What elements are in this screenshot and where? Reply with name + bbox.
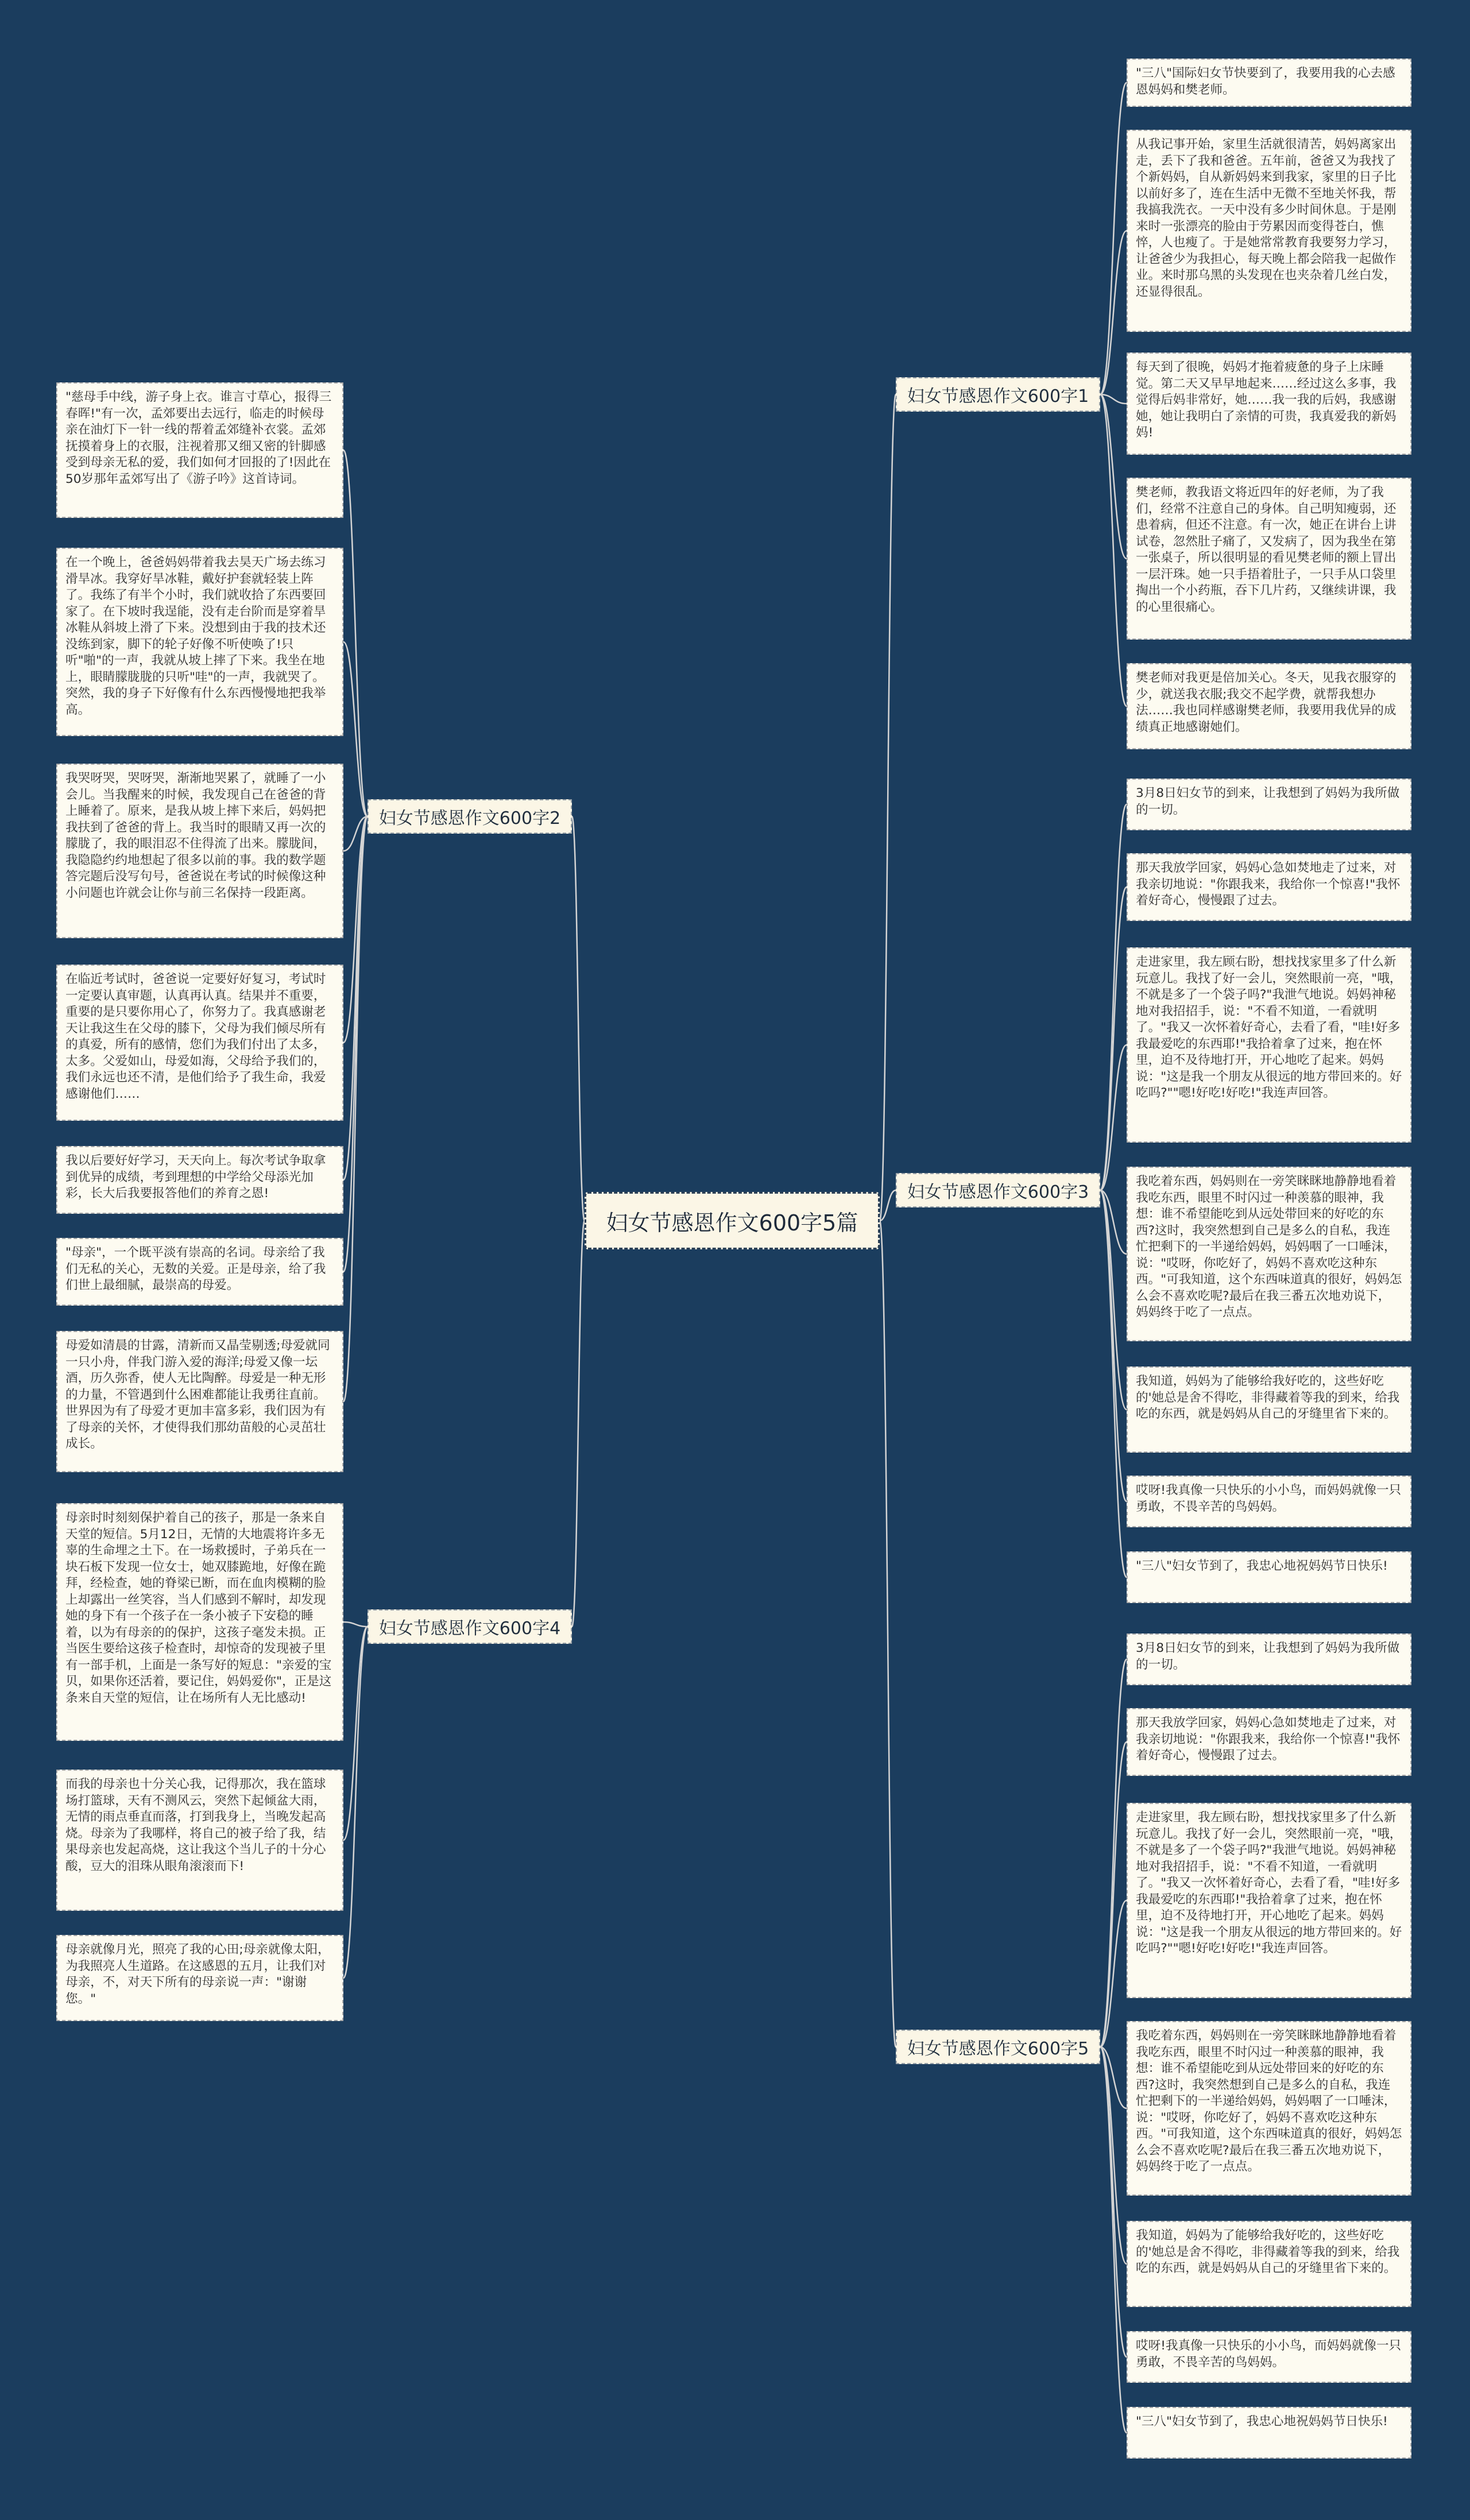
b1-leaf-2-line <box>1100 231 1127 394</box>
b4-leaf-3-line <box>343 1627 368 1978</box>
leaf-b5-3: 走进家里，我左顾右盼，想找找家里多了什么新玩意儿。我找了好一会儿，突然眼前一亮，"哦，不就是多了一个袋子吗?"我泄气地说。妈妈神秘地对我招招手，说："不看不知道，一看就明了。"我又一次怀着好奇心，去看了看，"哇!好多我最爱吃的东西耶!"我拾着拿了过来，抱在怀里，迫不及待地打开，开心地吃了起来。妈妈说："这是我一个朋友从很远的地方带回来的。好吃吗?""嗯!好吃!好吃!"我连声回答。 <box>1127 1803 1411 1998</box>
leaf-b1-2: 从我记事开始，家里生活就很清苦，妈妈离家出走，丢下了我和爸爸。五年前，爸爸又为我找了个新妈妈，自从新妈妈来到我家，家里的日子比以前好多了，连在生活中无微不至地关怀我，帮我搞我洗衣。一天中没有多少时间休息。于是刚来时一张漂亮的脸由于劳累因而变得苍白，憔悴，人也瘦了。于是她常常教育我要努力学习，让爸爸少为我担心，每天晚上都会陪我一起做作业。来时那乌黑的头发现在也夹杂着几丝白发，还显得很乱。 <box>1127 130 1411 332</box>
b3-leaf-6-line <box>1100 1190 1127 1501</box>
b2-leaf-2-line <box>343 642 368 816</box>
root-to-b2-line <box>572 816 585 1221</box>
leaf-b3-1: 3月8日妇女节的到来，让我想到了妈妈为我所做的一切。 <box>1127 779 1411 830</box>
leaf-b2-7: 母爱如清晨的甘露，清新而又晶莹剔透;母爱就同一只小舟，伴我门游入爱的海洋;母爱又像一坛酒，历久弥香，使人无比陶醉。母爱是一种无形的力量，不管遇到什么困难都能让我勇往直前。世界因为有了母爱才更加丰富多彩，我们因为有了母亲的关怀，才使得我们那幼苗般的心灵茁壮成长。 <box>56 1331 343 1472</box>
b3-leaf-3-line <box>1100 1045 1127 1190</box>
root-to-b4-line <box>572 1221 585 1627</box>
leaf-b1-4: 樊老师，教我语文将近四年的好老师，为了我们，经常不注意自己的身体。自己明知瘦弱，还患着病，但还不注意。有一次，她正在讲台上讲试卷，忽然肚子痛了，又发病了，因为我坐在第一张桌子，所以很明显的看见樊老师的额上冒出一层汗珠。她一只手捂着肚子，一只手从口袋里掏出一个小药瓶，吞下几片药，又继续讲课，我的心里很痛心。 <box>1127 478 1411 640</box>
b3-leaf-1-line <box>1100 804 1127 1190</box>
branch-node-5[interactable]: 妇女节感恩作文600字5 <box>896 2030 1100 2064</box>
b4-leaf-1-line <box>343 1622 368 1627</box>
leaf-b2-5: 我以后要好好学习，天天向上。每次考试争取拿到优异的成绩，考到理想的中学给父母添光加彩，长大后我要报答他们的养育之恩! <box>56 1146 343 1214</box>
leaf-b3-5: 我知道，妈妈为了能够给我好吃的，这些好吃的'她总是舍不得吃，非得藏着等我的到来，给我吃的东西，就是妈妈从自己的牙缝里省下来的。 <box>1127 1367 1411 1453</box>
leaf-b5-7: "三八"妇女节到了，我忠心地祝妈妈节日快乐! <box>1127 2407 1411 2459</box>
leaf-b3-7: "三八"妇女节到了，我忠心地祝妈妈节日快乐! <box>1127 1551 1411 1603</box>
branch-node-1[interactable]: 妇女节感恩作文600字1 <box>896 377 1100 412</box>
leaf-b2-3: 我哭呀哭，哭呀哭，渐渐地哭累了，就睡了一小会儿。当我醒来的时候，我发现自己在爸爸的背上睡着了。原来，是我从坡上摔下来后，妈妈把我扶到了爸爸的背上。我当时的眼睛又再一次的朦胧了，我的眼泪忍不住得流了出来。朦胧间，我隐隐约约地想起了很多以前的事。我的数学题答完题后没写句号，爸爸说在考试的时候像这种小问题也许就会让你与前三名保持一段距离。 <box>56 764 343 938</box>
b5-leaf-7-line <box>1100 2047 1127 2433</box>
branch-node-2[interactable]: 妇女节感恩作文600字2 <box>368 799 572 834</box>
b3-leaf-7-line <box>1100 1190 1127 1577</box>
leaf-b5-2: 那天我放学回家，妈妈心急如焚地走了过来，对我亲切地说："你跟我来，我给你一个惊喜!"我怀着好奇心，慢慢跟了过去。 <box>1127 1708 1411 1776</box>
leaf-b5-6: 哎呀!我真像一只快乐的小小鸟，而妈妈就像一只勇敢，不畏辛苦的鸟妈妈。 <box>1127 2331 1411 2383</box>
b5-leaf-6-line <box>1100 2047 1127 2357</box>
leaf-b1-5: 樊老师对我更是倍加关心。冬天，见我衣服穿的少，就送我衣服;我交不起学费，就帮我想办法……我也同样感谢樊老师，我要用我优异的成绩真正地感谢她们。 <box>1127 663 1411 749</box>
leaf-b2-2: 在一个晚上，爸爸妈妈带着我去昊天广场去练习滑旱冰。我穿好旱冰鞋，戴好护套就轻装上阵了。我练了有半个小时，我们就收拾了东西要回家了。在下坡时我逞能，没有走台阶而是穿着旱冰鞋从斜坡上滑了下来。没想到由于我的技术还没练到家，脚下的轮子好像不听使唤了!只听"啪"的一声，我就从坡上摔了下来。我坐在地上，眼睛朦胧胧的只听"哇"的一声，我就哭了。突然，我的身子下好像有什么东西慢慢地把我举高。 <box>56 548 343 736</box>
b2-leaf-1-line <box>343 450 368 816</box>
b2-leaf-6-line <box>343 816 368 1272</box>
b3-leaf-2-line <box>1100 887 1127 1190</box>
b1-leaf-5-line <box>1100 394 1127 706</box>
leaf-b2-6: "母亲"，一个既平淡有崇高的名词。母亲给了我们无私的关心，无数的关爱。正是母亲，给了我们世上最细腻，最崇高的母爱。 <box>56 1238 343 1306</box>
branch-node-3[interactable]: 妇女节感恩作文600字3 <box>896 1173 1100 1207</box>
b5-leaf-2-line <box>1100 1742 1127 2047</box>
root-to-b5-line <box>880 1221 896 2047</box>
leaf-b2-4: 在临近考试时，爸爸说一定要好好复习，考试时一定要认真审题，认真再认真。结果并不重要，重要的是只要你用心了，你努力了。我真感谢老天让我这生在父母的膝下，父母为我们倾尽所有的真爱，所有的感情，您们为我们付出了太多，太多。父爱如山，母爱如海，父母给予我们的，我们永远也还不清，是他们给予了我生命，我爱感谢他们…… <box>56 965 343 1121</box>
leaf-b5-1: 3月8日妇女节的到来，让我想到了妈妈为我所做的一切。 <box>1127 1633 1411 1685</box>
leaf-b1-3: 每天到了很晚，妈妈才拖着疲惫的身子上床睡觉。第二天又早早地起来……经过这么多事，我觉得后妈非常好，她……我一我的后妈，我感谢她，她让我明白了亲情的可贵，我真爱我的新妈妈! <box>1127 353 1411 455</box>
leaf-b2-1: "慈母手中线，游子身上衣。谁言寸草心，报得三春晖!"有一次，孟郊要出去远行，临走的时候母亲在油灯下一针一线的帮着孟郊缝补衣裳。孟郊抚摸着身上的衣服，注视着那又细又密的针脚感受到母亲无私的爱，我们如何才回报的了!因此在50岁那年孟郊写出了《游子吟》这首诗词。 <box>56 382 343 518</box>
b5-leaf-1-line <box>1100 1659 1127 2047</box>
leaf-b3-3: 走进家里，我左顾右盼，想找找家里多了什么新玩意儿。我找了好一会儿，突然眼前一亮，"哦，不就是多了一个袋子吗?"我泄气地说。妈妈神秘地对我招招手，说："不看不知道，一看就明了。"我又一次怀着好奇心，去看了看，"哇!好多我最爱吃的东西耶!"我拾着拿了过来，抱在怀里，迫不及待地打开，开心地吃了起来。妈妈说："这是我一个朋友从很远的地方带回来的。好吃吗?""嗯!好吃!好吃!"我连声回答。 <box>1127 947 1411 1143</box>
leaf-b3-6: 哎呀!我真像一只快乐的小小鸟，而妈妈就像一只勇敢，不畏辛苦的鸟妈妈。 <box>1127 1476 1411 1527</box>
root-node[interactable]: 妇女节感恩作文600字5篇 <box>585 1192 880 1249</box>
b5-leaf-3-line <box>1100 1900 1127 2047</box>
leaf-b4-2: 而我的母亲也十分关心我，记得那次，我在篮球场打篮球，天有不测风云，突然下起倾盆大雨，无情的雨点垂直而落，打到我身上，当晚发起高烧。母亲为了我哪样，将自己的被子给了我，结果母亲也发起高烧，这让我这个当儿子的十分心酸，豆大的泪珠从眼角滚滚而下! <box>56 1770 343 1911</box>
leaf-b3-2: 那天我放学回家，妈妈心急如焚地走了过来，对我亲切地说："你跟我来，我给你一个惊喜!"我怀着好奇心，慢慢跟了过去。 <box>1127 853 1411 921</box>
leaf-b3-4: 我吃着东西，妈妈则在一旁笑眯眯地静静地看着我吃东西，眼里不时闪过一种羡慕的眼神，我想：谁不希望能吃到从远处带回来的好吃的东西?这时，我突然想到自己是多么的自私，我连忙把剩下的一半递给妈妈，妈妈咽了一口唾沫，说："哎呀，你吃好了，妈妈不喜欢吃这种东西。"可我知道，这个东西味道真的很好，妈妈怎么会不喜欢吃呢?最后在我三番五次地劝说下，妈妈终于吃了一点点。 <box>1127 1167 1411 1341</box>
branch-node-4[interactable]: 妇女节感恩作文600字4 <box>368 1609 572 1644</box>
leaf-b4-1: 母亲时时刻刻保护着自己的孩子，那是一条来自天堂的短信。5月12日，无情的大地震将许多无辜的生命埋之土下。在一场救援时，子弟兵在一块石板下发现一位女士，她双膝跪地，好像在跪拜，经检查，她的脊梁已断，而在血肉模糊的脸上却露出一丝笑容，当人们感到不解时，却发现她的身下有一个孩子在一条小被子下安稳的睡着，以为有母亲的的保护，这孩子毫发未损。正当医生要给这孩子检查时，却惊奇的发现被子里有一部手机，上面是一条写好的短息："亲爱的宝贝，如果你还活着，要记住，妈妈爱你"，正是这条来自天堂的短信，让在场所有人无比感动! <box>56 1503 343 1741</box>
leaf-b4-3: 母亲就像月光，照亮了我的心田;母亲就像太阳，为我照亮人生道路。在这感恩的五月，让我们对母亲，不，对天下所有的母亲说一声："谢谢您。" <box>56 1935 343 2021</box>
leaf-b1-1: "三八"国际妇女节快要到了，我要用我的心去感恩妈妈和樊老师。 <box>1127 59 1411 107</box>
root-to-b1-line <box>880 394 896 1221</box>
leaf-b5-4: 我吃着东西，妈妈则在一旁笑眯眯地静静地看着我吃东西，眼里不时闪过一种羡慕的眼神，我想：谁不希望能吃到从远处带回来的好吃的东西?这时，我突然想到自己是多么的自私，我连忙把剩下的一半递给妈妈，妈妈咽了一口唾沫，说："哎呀，你吃好了，妈妈不喜欢吃这种东西。"可我知道，这个东西味道真的很好，妈妈怎么会不喜欢吃呢?最后在我三番五次地劝说下，妈妈终于吃了一点点。 <box>1127 2021 1411 2196</box>
leaf-b5-5: 我知道，妈妈为了能够给我好吃的，这些好吃的'她总是舍不得吃，非得藏着等我的到来，给我吃的东西，就是妈妈从自己的牙缝里省下来的。 <box>1127 2221 1411 2307</box>
b2-leaf-7-line <box>343 816 368 1402</box>
